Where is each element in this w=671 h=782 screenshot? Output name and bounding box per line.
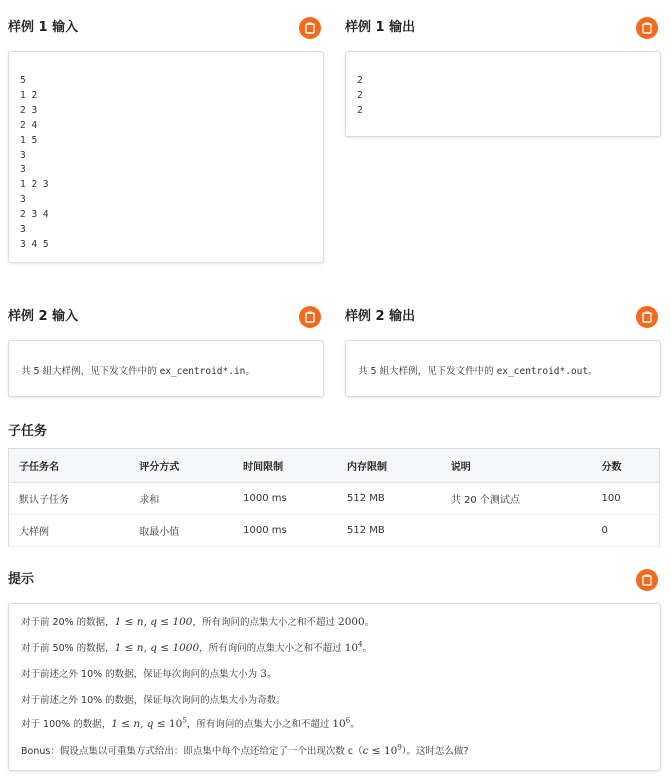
header-description: 说明	[441, 449, 592, 483]
header-score: 分数	[592, 449, 660, 483]
cell-memory-limit: 512 MB	[337, 515, 441, 547]
copy-sample1-output-button[interactable]	[636, 17, 658, 39]
header-subtask-name: 子任务名	[9, 449, 130, 483]
sample2-output-title: 样例 2 输出	[345, 309, 416, 324]
cell-memory-limit: 512 MB	[337, 483, 441, 515]
sample1-input-title: 样例 1 输入	[8, 20, 79, 35]
clipboard-icon	[305, 22, 315, 34]
cell-description	[441, 515, 592, 547]
header-scoring: 评分方式	[129, 449, 233, 483]
hint-line-6: Bonus：假设点集以可重集方式给出：即点集中每个点还给定了一个出现次数 $c(c \le 10^9)$。这时怎么做?	[21, 743, 469, 757]
cell-time-limit: 1000 ms	[233, 483, 337, 515]
hint-line-1: 对于前 20% 的数据，1 ≤ n, q ≤ 100，所有询问的点集大小之和不超过 2000。	[21, 616, 375, 628]
cell-scoring: 求和	[129, 483, 233, 515]
header-memory-limit: 内存限制	[337, 449, 441, 483]
subtasks-table	[8, 448, 660, 547]
copy-sample1-input-button[interactable]	[299, 17, 321, 39]
cell-subtask-name: 大样例	[9, 515, 130, 547]
cell-score: 0	[592, 515, 660, 547]
sample2-output-text	[358, 363, 598, 377]
cell-score: 100	[592, 483, 660, 515]
sample2-output-code: ex_centroid*.out	[496, 366, 589, 377]
cell-scoring: 取最小值	[129, 515, 233, 547]
sample2-input-suffix: 。	[245, 366, 255, 377]
hint-line-5: 对于 100% 的数据，1 ≤ n, $q \le 10^5$，所有询问的点集大小之和不超过 $10^6$。	[21, 716, 360, 730]
hint-line-4: 对于前述之外 10% 的数据，保证每次询问的点集大小为奇数。	[21, 695, 286, 706]
hint-line-3: 对于前述之外 10% 的数据，保证每次询问的点集大小为 3。	[21, 668, 277, 680]
sample1-input-text: 5 1 2 2 3 2 4 1 5 3 3 1 2 3 3 2 3 4 3 3 4 5	[20, 75, 49, 250]
copy-sample2-output-button[interactable]	[636, 306, 658, 328]
sample2-input-prefix: 共 5 組大样例，见下发文件中的	[21, 366, 160, 377]
hint-line-2: 对于前 50% 的数据，1 ≤ n, q ≤ 1000，所有询问的点集大小之和不超过 $10^4$。	[21, 640, 373, 654]
header-time-limit: 时间限制	[233, 449, 337, 483]
subtasks-header-row	[9, 449, 660, 483]
clipboard-icon	[642, 22, 652, 34]
sample1-output-box[interactable]	[345, 51, 661, 137]
clipboard-icon	[305, 311, 315, 323]
table-row	[9, 515, 660, 547]
sample1-output-title: 样例 1 输出	[345, 20, 416, 35]
sample2-input-code: ex_centroid*.in	[159, 366, 246, 377]
cell-subtask-name: 默认子任务	[9, 483, 130, 515]
sample2-output-suffix: 。	[588, 366, 598, 377]
sample2-output-prefix: 共 5 組大样例，见下发文件中的	[358, 366, 497, 377]
sample2-input-text	[21, 363, 255, 377]
sample2-input-title: 样例 2 输入	[8, 309, 79, 324]
copy-sample2-input-button[interactable]	[299, 306, 321, 328]
table-row	[9, 483, 660, 515]
subtasks-title: 子任务	[8, 424, 48, 439]
sample2-output-box[interactable]	[345, 340, 661, 397]
clipboard-icon	[642, 574, 652, 586]
hint-title: 提示	[8, 572, 35, 587]
hint-box	[8, 603, 661, 771]
copy-hint-button[interactable]	[636, 569, 658, 591]
sample1-output-text: 2 2 2	[357, 75, 363, 116]
sample2-input-box[interactable]	[8, 340, 324, 397]
sample1-input-box[interactable]	[8, 51, 324, 263]
clipboard-icon	[642, 311, 652, 323]
cell-time-limit: 1000 ms	[233, 515, 337, 547]
cell-description: 共 20 个测试点	[441, 483, 592, 515]
